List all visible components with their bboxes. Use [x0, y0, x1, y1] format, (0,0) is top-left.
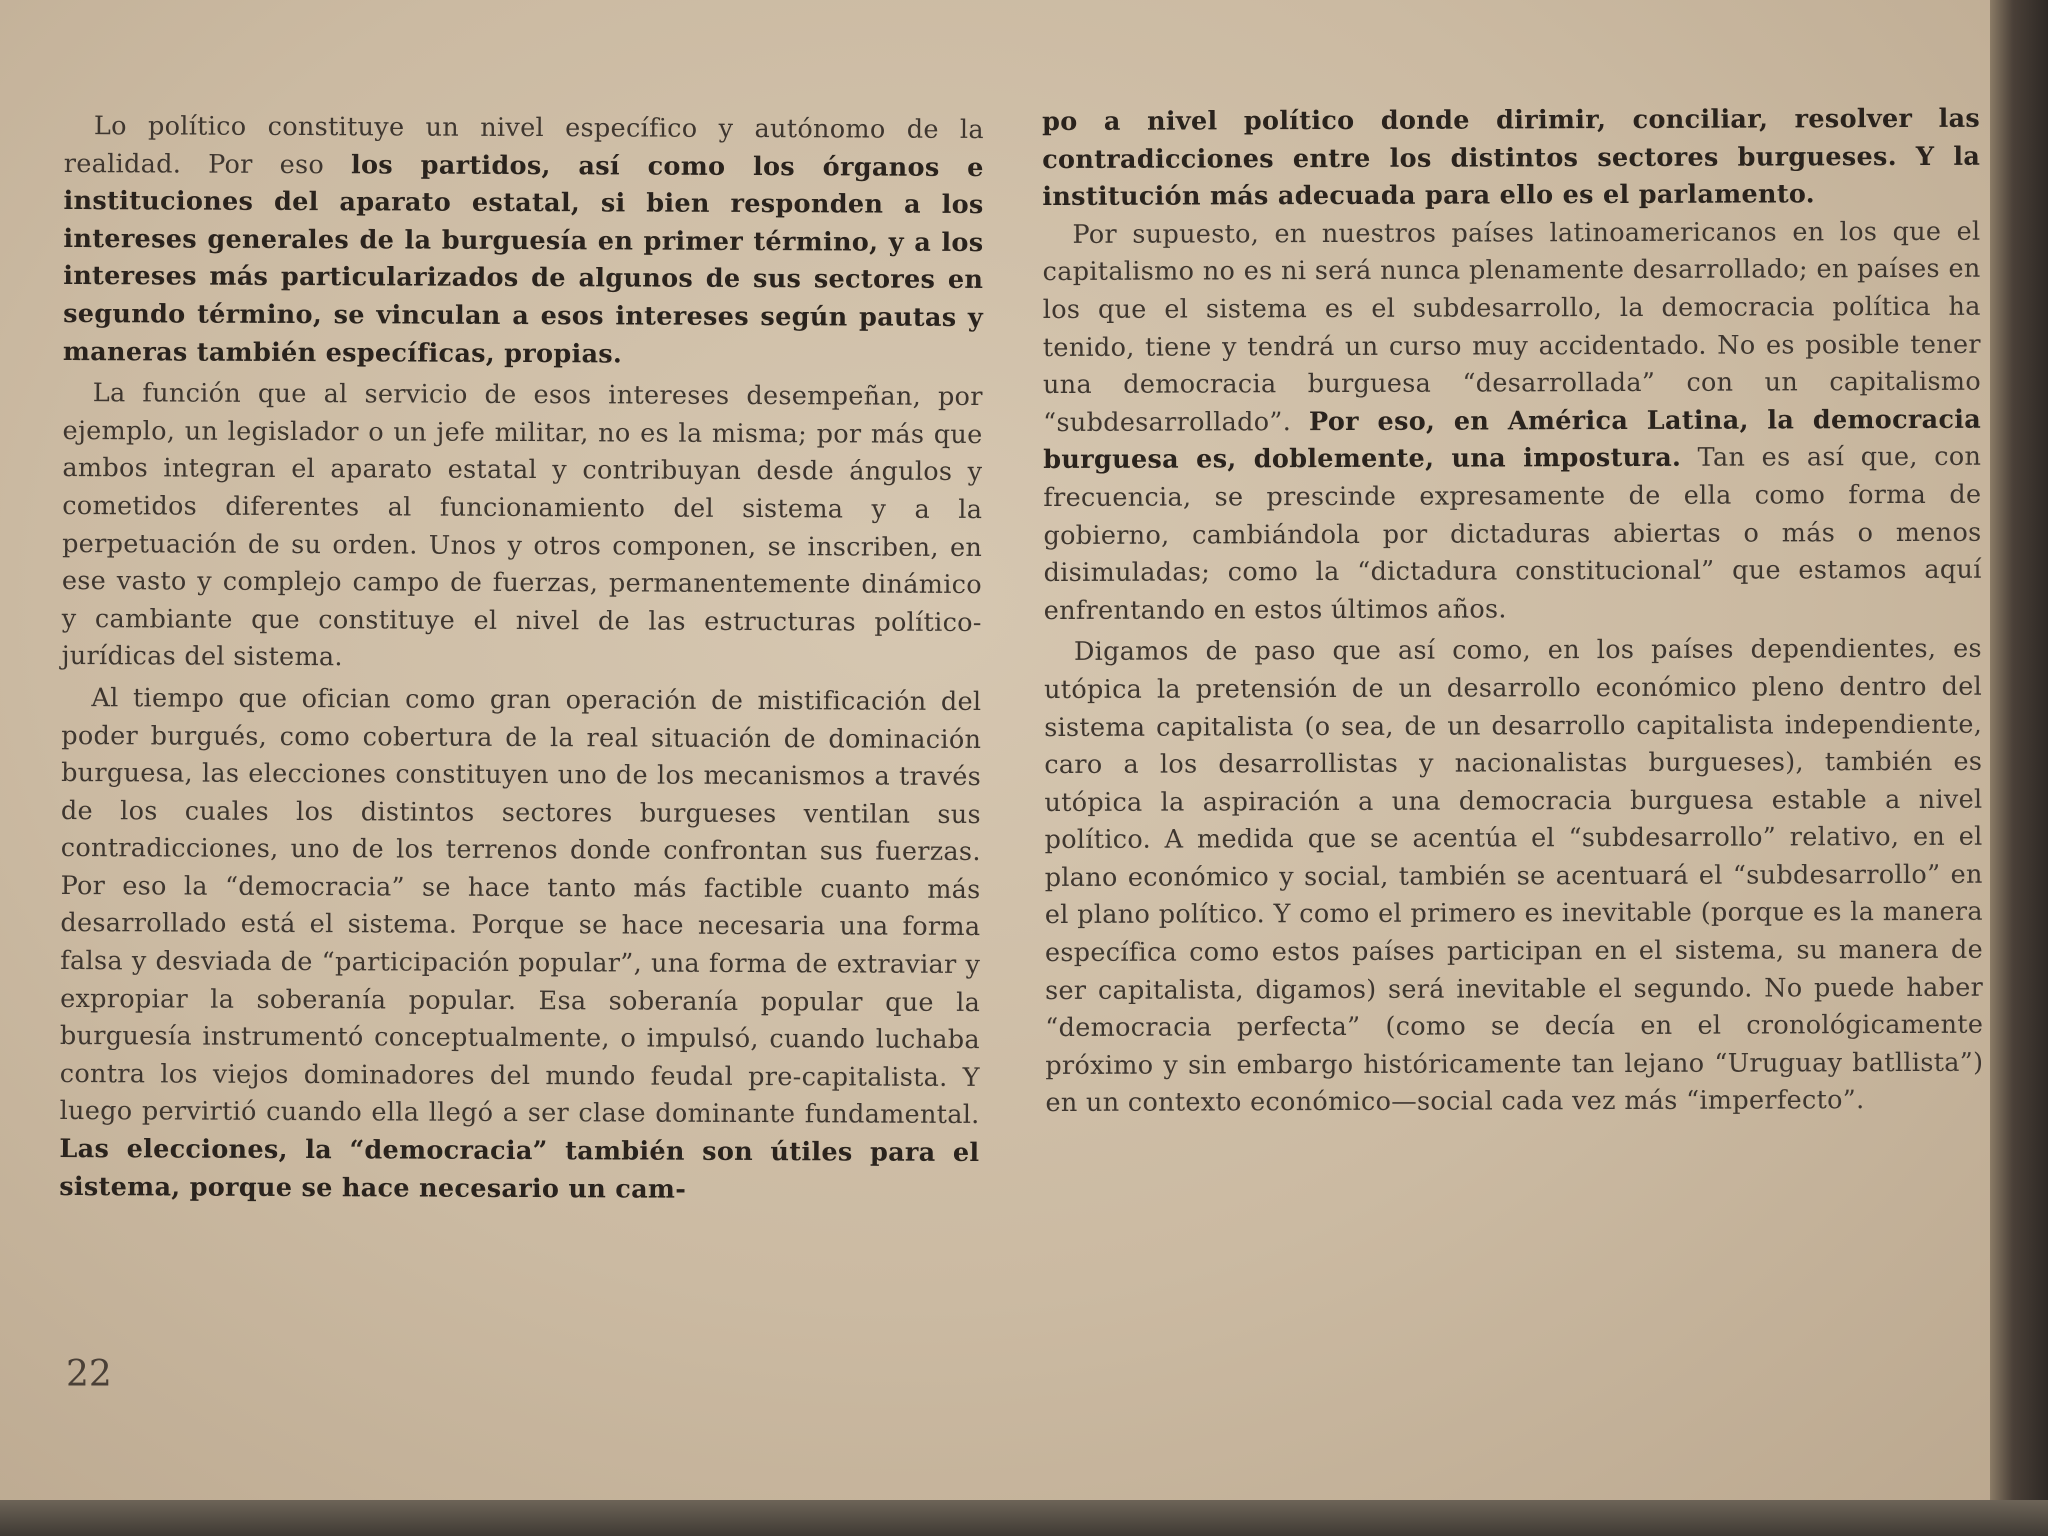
paragraph-1: [63, 108, 984, 375]
paragraph-5: Digamos de paso que así como, en los países dependientes, es utópica la pretensión de un desarrollo económico pleno dentro del sistema capitalista (o sea, de un desarrollo capitalista independiente, caro a los desarrollistas y nacionalistas burgueses), también es utópica la aspiración a una democracia burguesa estable a nivel político. A medida que se acentúa el “subdesarrollo” relativo, en el plano económico y social, también se acentuará el “subdesarrollo” en el plano político. Y como el primero es inevitable (porque es la manera específica como estos países participan en el sistema, su manera de ser capitalista, digamos) será inevitable el segundo. No puede haber “democracia perfecta” (como se decía en el cronológicamente próximo y sin embargo históricamente tan lejano “Uruguay batllista”) en un contexto económico—social cada vez más “imperfecto”.: [1043, 634, 1984, 1119]
paragraph-4-bold: Por eso, en América Latina, la democracia burguesa es, doblemente, una impostura.: [1043, 404, 1982, 476]
paragraph-3-text: Al tiempo que ofician como gran operación de mistificación del poder burgués, como cobertura de la real situación de dominación burguesa, las elecciones constituyen uno de los mecanismos a través de los cuales los distintos sectores burgueses ventilan sus contradicciones, uno de los terrenos donde confrontan sus fuerzas. Por eso la “democracia” se hace tanto más factible cuanto más desarrollado está el sistema. Porque se hace necesaria una forma falsa y desviada de “participación popular”, una forma de extraviar y expropiar la soberanía popular. Esa soberanía popular que la burguesía instrumentó conceptualmente, o impulsó, cuando luchaba contra los viejos dominadores del mundo feudal pre-capitalista. Y luego pervirtió cuando ella llegó a ser clase dominante fundamental.: [59, 683, 982, 1131]
paragraph-3: [59, 680, 981, 1210]
paragraph-continued: [1042, 101, 1980, 217]
left-column: [59, 108, 984, 1210]
paragraph-4-text-a: Por supuesto, en nuestros países latinoamericanos en los que el capitalismo no es ni será nunca plenamente desarrollado; en países en los que el sistema es el subdesarrollo, la democracia política ha tenido, tiene y tendrá un curso muy accidentado. No es posible tener una democracia burguesa “desarrollada” con un capitalismo “subdesarrollado”.: [1042, 216, 1982, 438]
paragraph-2: La función que al servicio de esos intereses desempeñan, por ejemplo, un legislador o un jefe militar, no es la misma; por más que ambos integran el aparato estatal y contribuyan desde ángulos y cometidos diferentes al funcionamiento del sistema y a la perpetuación de su orden. Unos y otros componen, se inscriben, en ese vasto y complejo campo de fuerzas, permanentemente dinámico y cambiante que constituye el nivel de las estructuras político-jurídicas del sistema.: [61, 378, 983, 673]
page-number: 22: [66, 1354, 112, 1395]
paragraph-1-text: Lo político constituye un nivel específico y autónomo de la realidad. Por eso: [63, 111, 984, 180]
paragraph-1-bold: los partidos, así como los órganos e instituciones del aparato estatal, si bien responden a los intereses generales de la burguesía en primer término, y a los intereses más particularizados de algunos de sus sectores en segundo término, se vinculan a esos intereses según pautas y maneras también específicas, propias.: [62, 149, 984, 370]
paragraph-3-bold: Las elecciones, la “democracia” también son útiles para el sistema, porque se hace necesario un cam-: [59, 1134, 980, 1205]
paragraph-continued-bold: po a nivel político donde dirimir, conciliar, resolver las contradicciones entre los distintos sectores burgueses. Y la institución más adecuada para ello es el parlamento.: [1042, 103, 1981, 213]
bottom-strip: [0, 1500, 2048, 1536]
page-edge: [1990, 0, 2048, 1536]
paragraph-4-text-c: Tan es así que, con frecuencia, se prescinde expresamente de ella como forma de gobierno, cambiándola por dictaduras abiertas o más o menos disimuladas; como la “dictadura constitucional” que estamos aquí enfrentando en estos últimos años.: [1043, 442, 1982, 626]
paragraph-4: [1042, 214, 1981, 631]
right-column: [1042, 101, 1984, 1123]
